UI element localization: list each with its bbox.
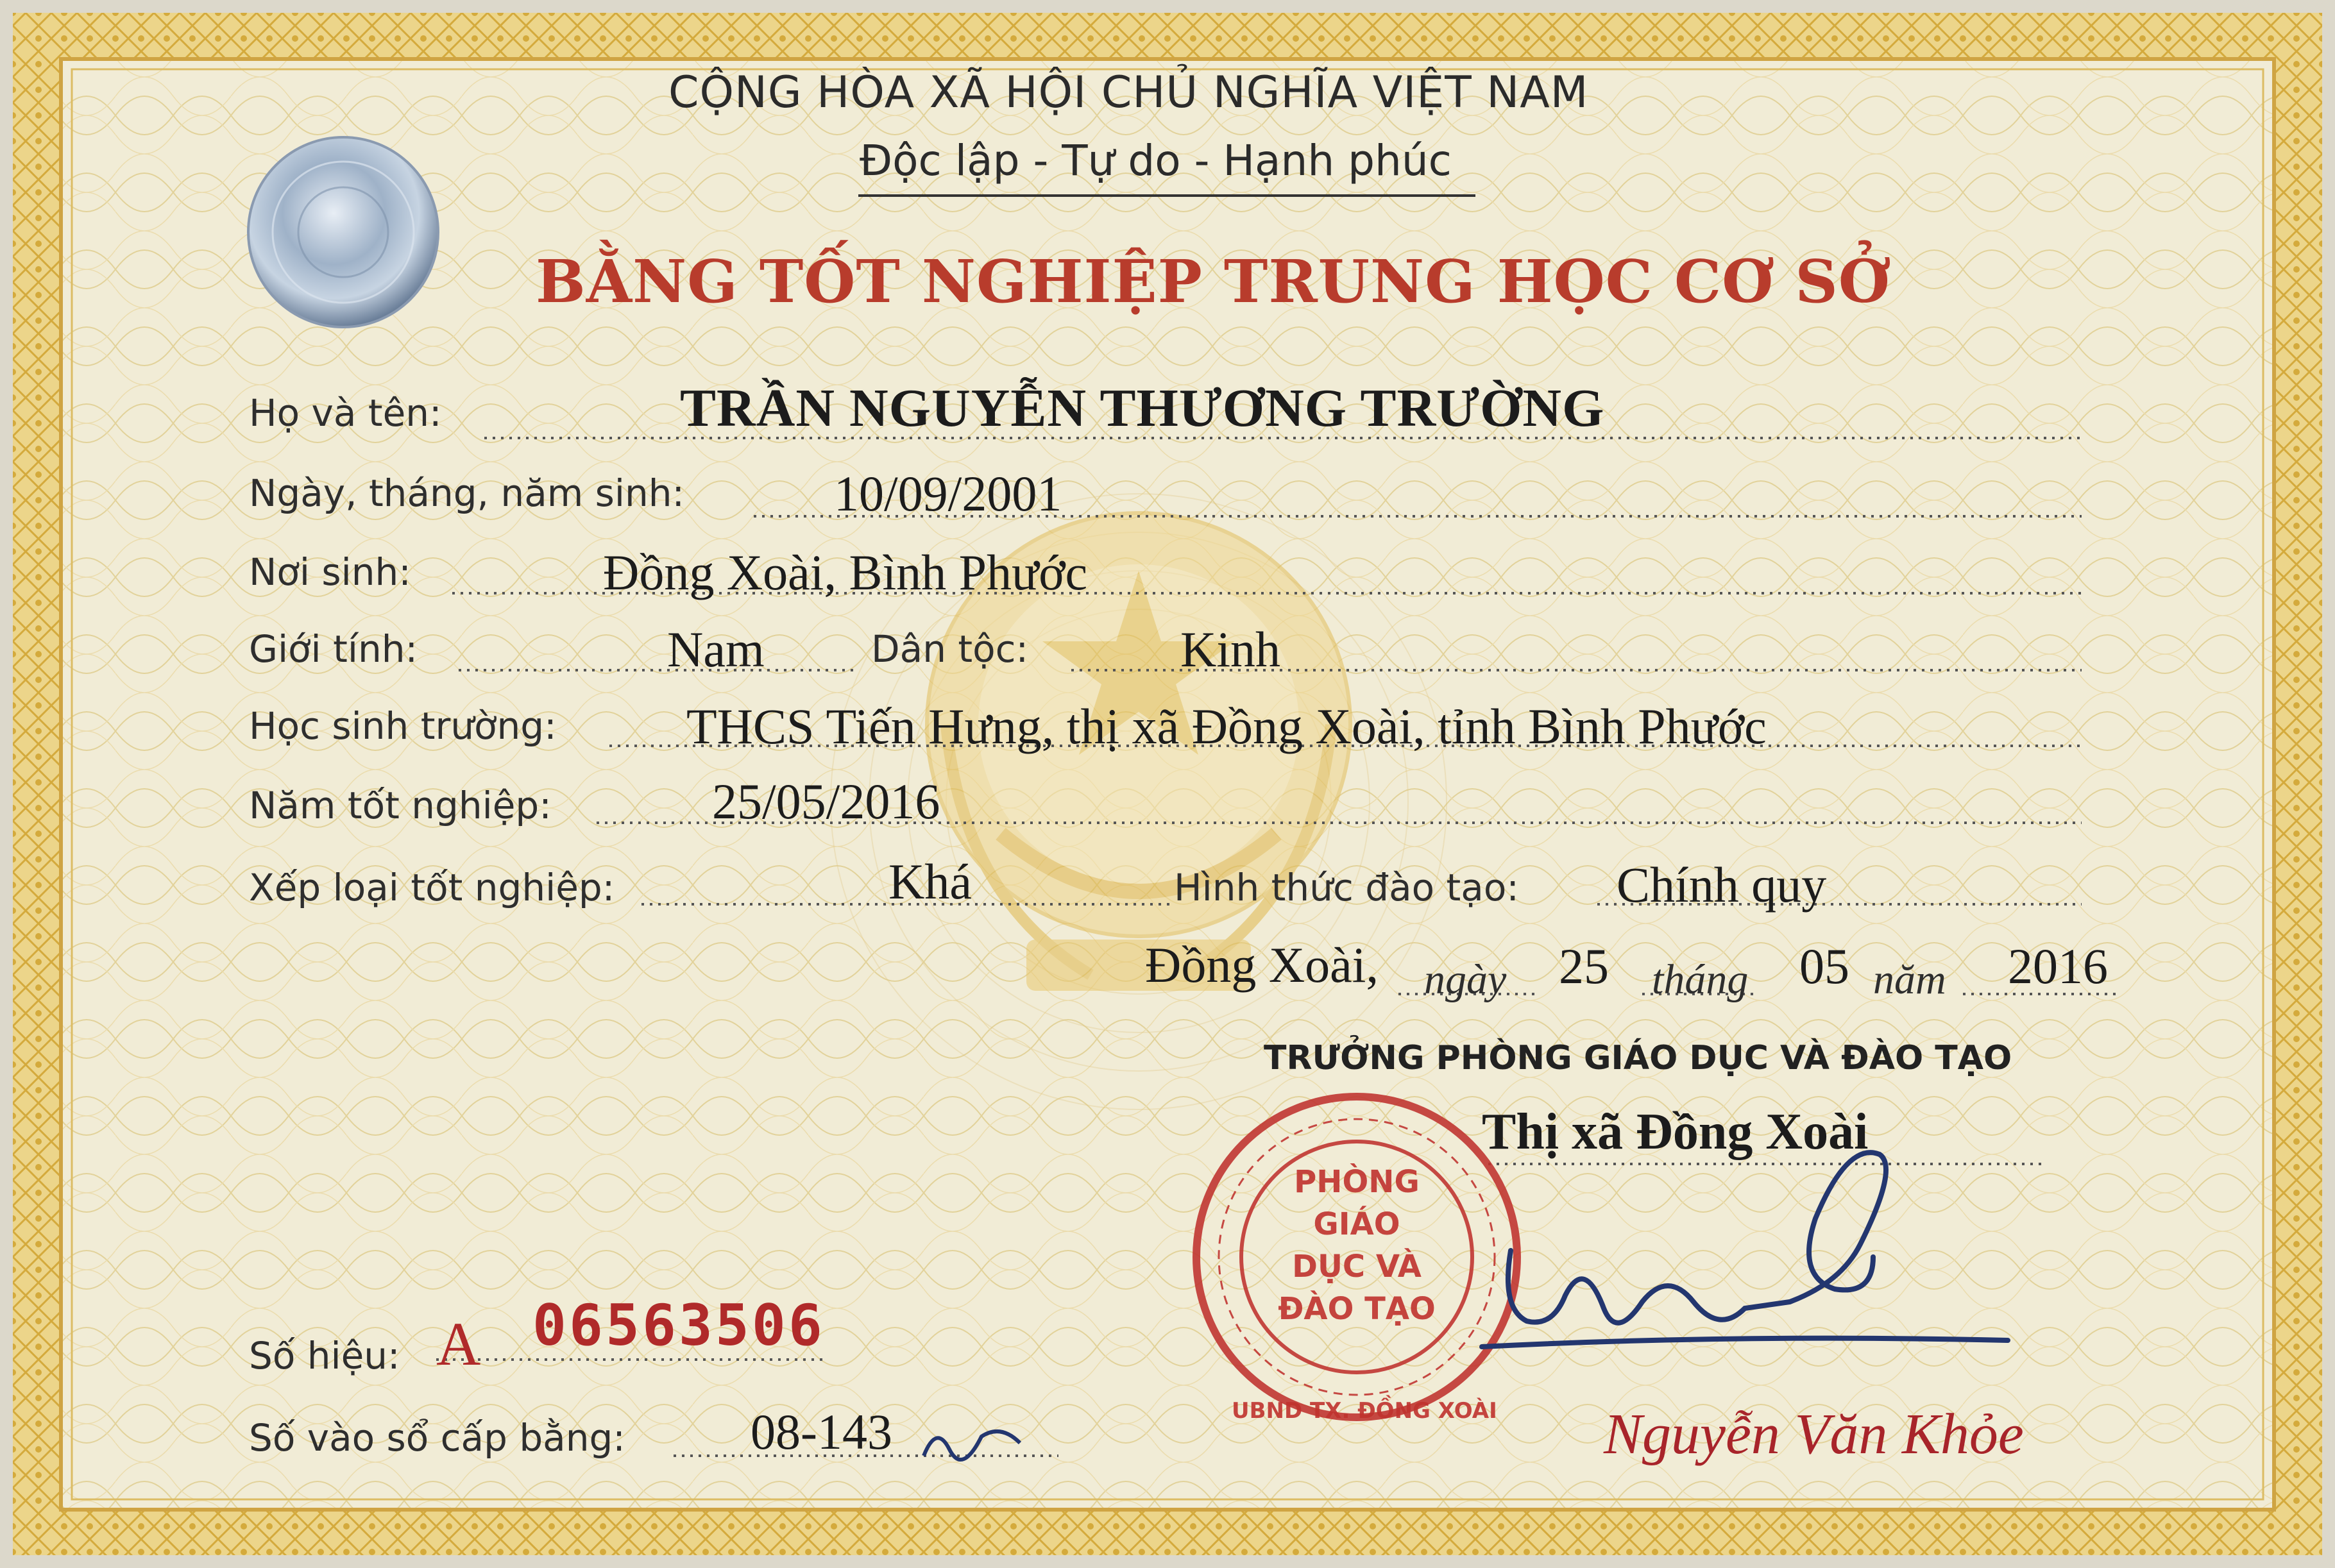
gender-value: Nam xyxy=(667,621,765,677)
stamp-center-text: PHÒNG GIÁO DỤC VÀ ĐÀO TẠO xyxy=(1278,1164,1436,1327)
rank-value: Khá xyxy=(888,854,972,909)
ethnicity-label: Dân tộc: xyxy=(871,627,1029,671)
issue-month-label: tháng xyxy=(1652,956,1749,1003)
issue-year-label: năm xyxy=(1873,956,1946,1003)
issue-place: Đồng Xoài, xyxy=(1145,937,1379,993)
grad-year-value: 25/05/2016 xyxy=(712,773,940,829)
issue-year: 2016 xyxy=(2008,938,2108,994)
birthplace-value: Đồng Xoài, Bình Phước xyxy=(603,544,1088,600)
gender-label: Giới tính: xyxy=(249,627,418,671)
serial-number: 06563506 xyxy=(532,1292,825,1358)
national-title: CỘNG HÒA XÃ HỘI CHỦ NGHĨA VIỆT NAM xyxy=(668,67,1589,118)
signer-name: Nguyễn Văn Khỏe xyxy=(1604,1403,2024,1466)
hologram-seal xyxy=(248,137,438,327)
registry-label: Số vào sổ cấp bằng: xyxy=(249,1416,625,1460)
school-label: Học sinh trường: xyxy=(249,704,557,748)
signer-unit: Thị xã Đồng Xoài xyxy=(1482,1104,1869,1160)
training-label: Hình thức đào tạo: xyxy=(1174,866,1519,909)
stamp-ring-text: UBND TX. ĐỒNG XOÀI xyxy=(1232,1398,1497,1424)
issue-day-label: ngày xyxy=(1424,956,1507,1003)
name-label: Họ và tên: xyxy=(249,391,442,435)
school-value: THCS Tiến Hưng, thị xã Đồng Xoài, tỉnh Bình Phước xyxy=(686,698,1767,754)
training-value: Chính quy xyxy=(1617,857,1827,913)
dob-value: 10/09/2001 xyxy=(834,466,1062,521)
serial-label: Số hiệu: xyxy=(249,1334,400,1378)
registry-value: 08-143 xyxy=(751,1404,892,1460)
certificate-title: BẰNG TỐT NGHIỆP TRUNG HỌC CƠ SỞ xyxy=(536,247,1891,316)
name-value: TRẦN NGUYỄN THƯƠNG TRƯỜNG xyxy=(680,378,1605,438)
serial-prefix: A xyxy=(436,1310,481,1378)
rank-label: Xếp loại tốt nghiệp: xyxy=(249,866,615,909)
ethnicity-value: Kinh xyxy=(1180,621,1280,677)
dob-label: Ngày, tháng, năm sinh: xyxy=(249,471,685,515)
national-motto: Độc lập - Tự do - Hạnh phúc xyxy=(860,136,1452,185)
issue-day: 25 xyxy=(1559,938,1609,994)
signer-title: TRƯỞNG PHÒNG GIÁO DỤC VÀ ĐÀO TẠO xyxy=(1264,1039,2012,1077)
birthplace-label: Nơi sinh: xyxy=(249,550,411,594)
issue-month: 05 xyxy=(1799,938,1849,994)
grad-year-label: Năm tốt nghiệp: xyxy=(249,784,552,827)
